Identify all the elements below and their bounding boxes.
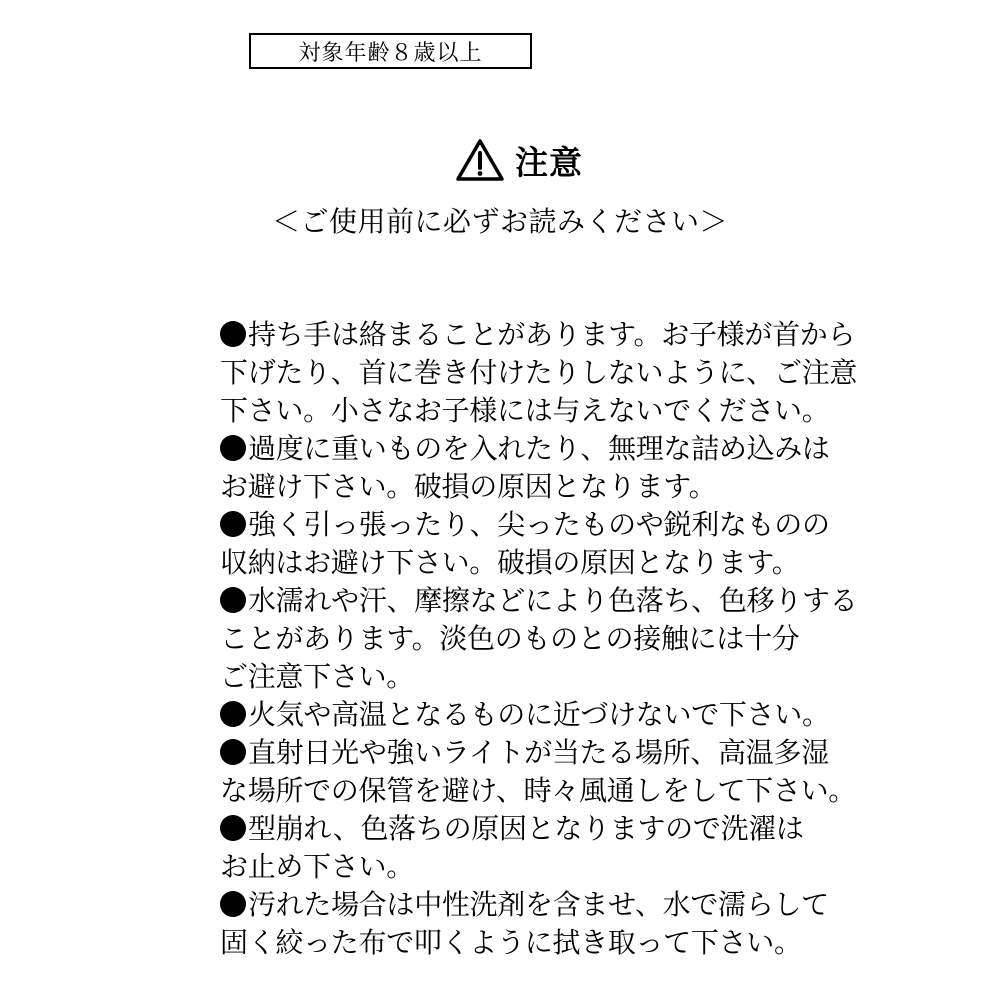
bullet-icon [220, 815, 246, 841]
caution-title: 注意 [515, 142, 583, 182]
caution-item [220, 430, 840, 506]
bullet-icon [220, 891, 246, 917]
caution-item [220, 696, 840, 734]
bullet-icon [220, 587, 246, 613]
caution-line: 型崩れ、色落ちの原因となりますので洗濯は [220, 810, 840, 848]
caution-line: 過度に重いものを入れたり、無理な詰め込みは [220, 430, 840, 468]
caution-list [220, 316, 858, 962]
warning-icon [455, 138, 505, 182]
age-rating-label: 対象年齢８歳以上 [249, 33, 532, 69]
caution-line: 収納はお避け下さい。破損の原因となります。 [220, 546, 800, 579]
caution-line: 下さい。小さなお子様には与えないでください。 [220, 394, 830, 427]
caution-line: 下げたり、首に巻き付けたりしないように、ご注意 [220, 356, 858, 389]
read-before-use-notice: ＜ご使用前に必ずお読みください＞ [271, 205, 728, 238]
caution-line: 固く絞った布で叩くように拭き取って下さい。 [220, 926, 802, 959]
bullet-icon [220, 701, 246, 727]
bullet-icon [220, 435, 246, 461]
caution-item [220, 734, 856, 810]
caution-line: ことがあります。淡色のものとの接触には十分 [220, 622, 800, 655]
bullet-icon [220, 321, 246, 347]
caution-line: お止め下さい。 [220, 850, 414, 883]
caution-line: 強く引っ張ったり、尖ったものや鋭利なものの [220, 506, 840, 544]
caution-line: お避け下さい。破損の原因となります。 [220, 470, 717, 503]
caution-line: 持ち手は絡まることがあります。お子様が首から [220, 316, 840, 354]
caution-line: 汚れた場合は中性洗剤を含ませ、水で濡らして [220, 886, 840, 924]
caution-line: な場所での保管を避け、時々風通しをして下さい。 [220, 774, 856, 807]
caution-item [220, 810, 840, 886]
caution-line: ご注意下さい。 [220, 660, 414, 693]
caution-item [220, 506, 840, 582]
caution-item [220, 316, 858, 430]
caution-heading [455, 138, 583, 182]
bullet-icon [220, 511, 246, 537]
bullet-icon [220, 739, 246, 765]
caution-item [220, 886, 840, 962]
caution-line: 直射日光や強いライトが当たる場所、高温多湿 [220, 734, 840, 772]
caution-line: 火気や高温となるものに近づけないで下さい。 [220, 696, 840, 734]
caution-line: 水濡れや汗、摩擦などにより色落ち、色移りする [220, 582, 840, 620]
caution-item [220, 582, 858, 696]
